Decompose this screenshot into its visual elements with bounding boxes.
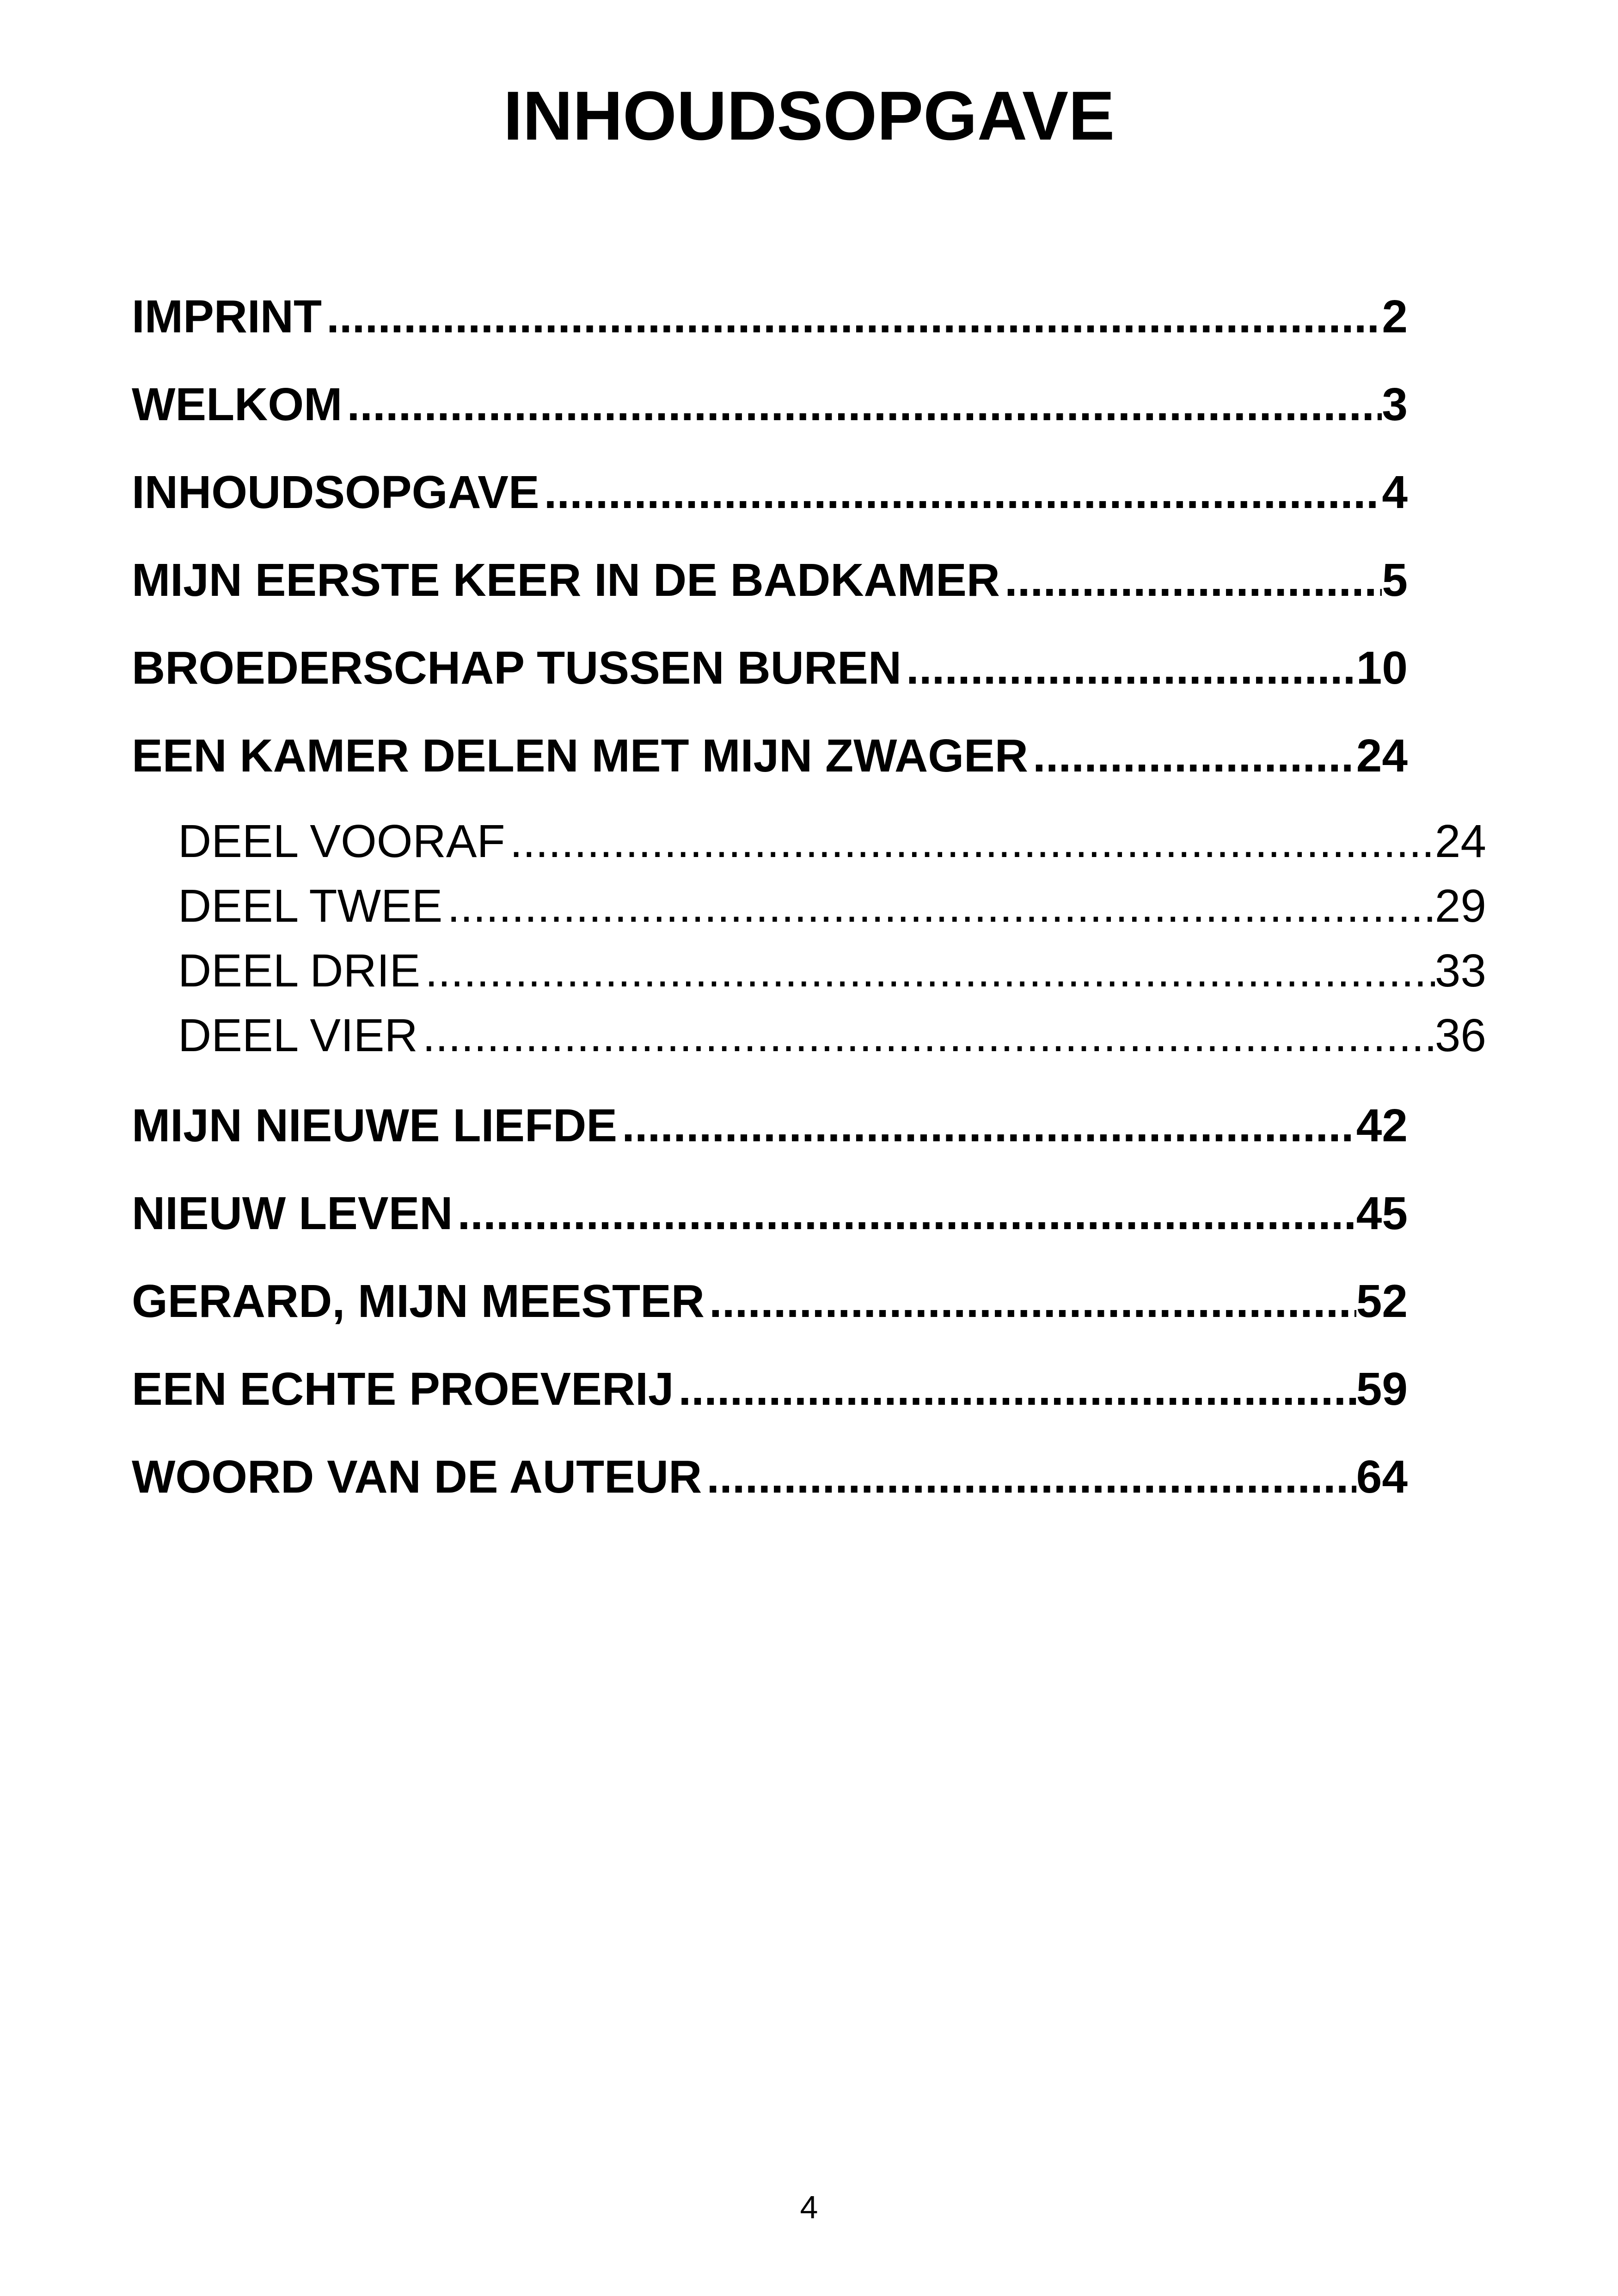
toc-subentry-deel-vier[interactable] (178, 1008, 1486, 1063)
toc-entry-imprint[interactable] (132, 287, 1408, 347)
dot-leader (1000, 550, 1382, 610)
toc-entry-label: INHOUDSOPGAVE (132, 466, 539, 518)
toc-entry-een-kamer-delen[interactable] (132, 726, 1408, 786)
toc-entry-label: EEN ECHTE PROEVERIJ (132, 1363, 674, 1415)
toc-entry-mijn-eerste-keer[interactable] (132, 550, 1408, 610)
dot-leader (322, 287, 1382, 347)
toc-entry-inhoudsopgave[interactable] (132, 462, 1408, 522)
toc-entry-label: BROEDERSCHAP TUSSEN BUREN (132, 642, 902, 694)
toc-subentry-page: 36 (1434, 1010, 1486, 1061)
toc-entry-label: GERARD, MIJN MEESTER (132, 1275, 705, 1327)
dot-leader (702, 1447, 1356, 1507)
dot-leader (453, 1183, 1356, 1243)
dot-leader (901, 638, 1356, 698)
toc-entry-page: 59 (1356, 1363, 1408, 1415)
dot-leader (674, 1359, 1356, 1419)
toc-entry-gerard-mijn-meester[interactable] (132, 1271, 1408, 1331)
page-number: 4 (800, 2189, 818, 2225)
toc-entry-woord-van-de-auteur[interactable] (132, 1447, 1408, 1507)
dot-leader (505, 814, 1435, 869)
dot-leader (420, 943, 1435, 998)
toc-entry-broederschap[interactable] (132, 638, 1408, 698)
toc-entry-page: 4 (1382, 466, 1408, 518)
toc-entry-page: 24 (1356, 730, 1408, 782)
toc-entry-page: 64 (1356, 1451, 1408, 1503)
toc-subentry-deel-twee[interactable] (178, 878, 1486, 934)
dot-leader (442, 878, 1434, 934)
toc-entry-label: EEN KAMER DELEN MET MIJN ZWAGER (132, 730, 1028, 782)
dot-leader (342, 374, 1382, 435)
toc-subentry-label: DEEL VOORAF (178, 815, 505, 867)
toc-entry-label: WOORD VAN DE AUTEUR (132, 1451, 702, 1503)
toc-entry-page: 52 (1356, 1275, 1408, 1327)
toc-entry-label: WELKOM (132, 379, 343, 430)
toc-subentry-deel-vooraf[interactable] (178, 814, 1486, 869)
toc-entry-page: 5 (1382, 554, 1408, 606)
toc-subentry-label: DEEL DRIE (178, 945, 421, 997)
toc-entry-label: MIJN EERSTE KEER IN DE BADKAMER (132, 554, 1000, 606)
toc-entry-label: MIJN NIEUWE LIEFDE (132, 1100, 618, 1151)
toc-entry-page: 2 (1382, 291, 1408, 343)
toc-entry-label: IMPRINT (132, 291, 322, 343)
toc-subentry-page: 33 (1434, 945, 1486, 997)
toc-entry-nieuw-leven[interactable] (132, 1183, 1408, 1243)
toc-entry-een-echte-proeverij[interactable] (132, 1359, 1408, 1419)
toc-entry-page: 3 (1382, 379, 1408, 430)
dot-leader (418, 1008, 1435, 1063)
dot-leader (705, 1271, 1356, 1331)
toc-entry-page: 10 (1356, 642, 1408, 694)
dot-leader (539, 462, 1382, 522)
toc-subentry-deel-drie[interactable] (178, 943, 1486, 998)
toc-subentry-label: DEEL VIER (178, 1010, 418, 1061)
toc-entry-page: 42 (1356, 1100, 1408, 1151)
toc-entry-welkom[interactable] (132, 374, 1408, 435)
toc-subentry-page: 24 (1434, 815, 1486, 867)
toc-subentry-label: DEEL TWEE (178, 880, 443, 932)
toc-entry-label: NIEUW LEVEN (132, 1188, 453, 1239)
toc-subentry-page: 29 (1434, 880, 1486, 932)
dot-leader (617, 1096, 1356, 1156)
dot-leader (1028, 726, 1356, 786)
toc-entry-mijn-nieuwe-liefde[interactable] (132, 1096, 1408, 1156)
toc-entry-page: 45 (1356, 1188, 1408, 1239)
page-title: INHOUDSOPGAVE (503, 77, 1115, 154)
